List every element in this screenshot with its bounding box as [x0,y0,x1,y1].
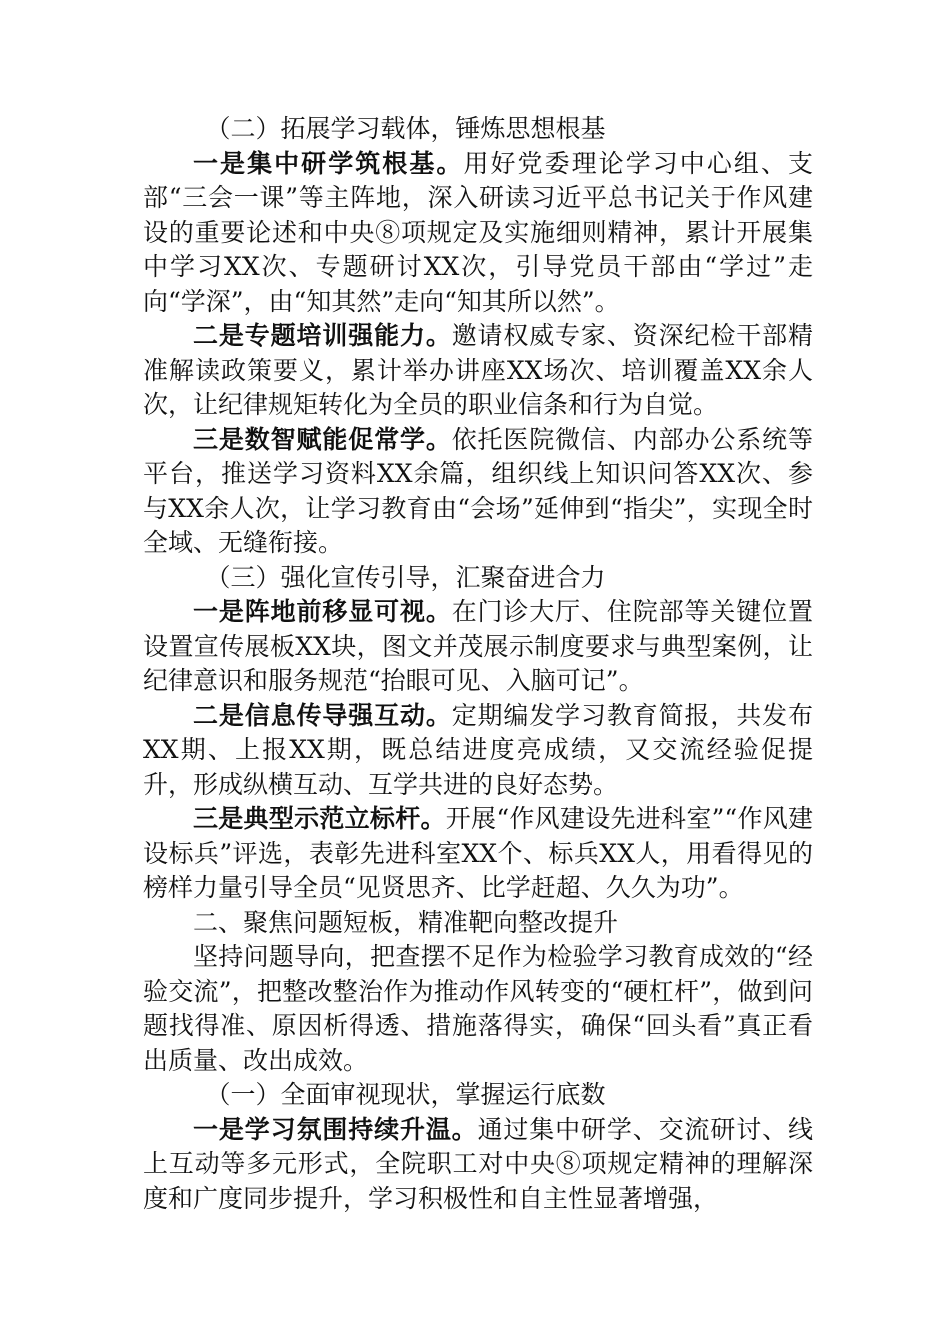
item-lead: 二是信息传导强互动。 [193,700,452,730]
document-body [143,112,813,1216]
paragraph-text: 坚持问题导向，把查摆不足作为检验学习教育成效的“经验交流”，把整改整治作为推动作风转变的“硬杠杆”，做到问题找得准、原因析得透、措施落得实，确保“回头看”真正看出质量、改出成效。 [143,942,813,1075]
item-body: 依托医院微信、内部办公系统等平台，推送学习资料XX余篇，组织线上知识问答XX次、参与XX余人次，让学习教育由“会场”延伸到“指尖”，实现全时全域、无缝衔接。 [143,424,813,557]
item-lead: 一是集中研学筑根基。 [193,148,464,178]
item-body: 邀请权威专家、资深纪检干部精准解读政策要义，累计举办讲座XX场次、培训覆盖XX余人次，让纪律规矩转化为全员的职业信条和行为自觉。 [143,321,813,419]
paragraph-item [143,802,813,906]
subheading-review-status: （一）全面审视现状，掌握运行底数 [205,1080,606,1109]
paragraph-item [143,1113,813,1217]
subheading-publicity: （三）强化宣传引导，汇聚奋进合力 [205,562,606,592]
paragraph-item [143,423,813,561]
paragraph-item [143,595,813,699]
paragraph-item [143,699,813,803]
item-body: 定期编发学习教育简报，共发布XX期、上报XX期，既总结进度亮成绩，又交流经验促提升，形成纵横互动、互学共进的良好态势。 [143,700,813,799]
item-lead: 三是典型示范立标杆。 [193,804,446,833]
item-body: 开展“作风建设先进科室”“作风建设标兵”评选，表彰先进科室XX个、标兵XX人，用看得见的榜样力量引导全员“见贤思齐、比学赶超、久久为功”。 [143,804,813,902]
item-body: 用好党委理论学习中心组、支部“三会一课”等主阵地，深入研读习近平总书记关于作风建设的重要论述和中央⑧项规定及实施细则精神，累计开展集中学习XX次、专题研讨XX次，引导党员干部由“学过”走向“学深”，由“知其然”走向“知其所以然”。 [143,148,813,316]
section-heading: 二、聚焦问题短板，精准靶向整改提升 [193,907,619,937]
paragraph-item [143,319,813,423]
item-lead: 三是数智赋能促常学。 [193,424,452,454]
item-lead: 一是阵地前移显可视。 [193,597,452,626]
item-lead: 一是学习氛围持续升温。 [193,1114,478,1144]
paragraph-item [143,147,813,320]
item-lead: 二是专题培训强能力。 [193,321,452,350]
item-body: 通过集中研学、交流研讨、线上互动等多元形式，全院职工对中央⑧项规定精神的理解深度和广度同步提升，学习积极性和自主性显著增强， [143,1114,813,1213]
item-body: 在门诊大厅、住院部等关键位置设置宣传展板XX块，图文并茂展示制度要求与典型案例，让纪律意识和服务规范“抬眼可见、入脑可记”。 [143,597,813,695]
subheading-expand-learning: （二）拓展学习载体，锤炼思想根基 [205,114,606,143]
